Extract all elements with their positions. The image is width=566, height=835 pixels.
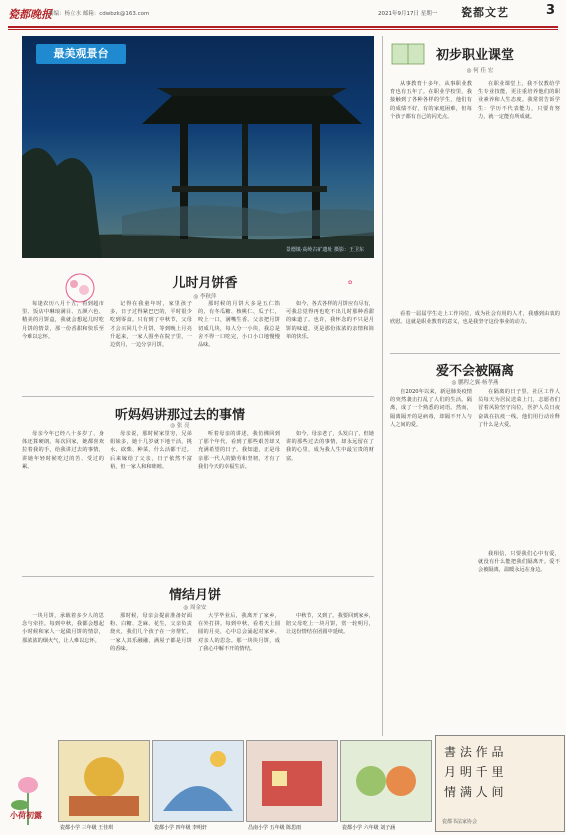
article-column: 从事教育十多年，从事职业教育也有五年了。在职业学校里，我接触到了各种各样的学生，他们有的成绩不好，有的家庭困难，但每个孩子都有自己的闪光点。 bbox=[390, 81, 472, 120]
masthead bbox=[0, 0, 566, 34]
article-title: 初步职业课堂 bbox=[435, 48, 514, 63]
child-painting bbox=[340, 740, 432, 822]
article-column: 那时候，母亲会提前准备好面粉、白糖、芝麻、花生，父亲负责烧火，我们几个孩子在一旁帮忙，一家人其乐融融，满屋子都是月饼的香味。 bbox=[110, 613, 192, 652]
painting-caption: 昌南小学 五年级 陈思雨 bbox=[248, 825, 302, 831]
article-column: 如今，母亲老了，头发白了，但她讲的那些过去的事情，却永远留在了我的心里，成为我人生中最宝贵的财富。 bbox=[286, 431, 374, 462]
paper-name: 瓷都晚报 bbox=[8, 8, 52, 21]
article-column: 大学毕业后，我离开了家乡，在外打拼。每到中秋，看着天上圆圆的月亮，心中总会涌起对家乡、对亲人的思念。那一块块月饼，成了我心中解不开的情结。 bbox=[198, 613, 280, 652]
article-column: 我相信，只要我们心中有爱，就没有什么能把我们隔离开。爱不会被隔离，温暖永远在身边。 bbox=[478, 551, 560, 574]
article-column: 看着一届届学生走上工作岗位，成为社会有用的人才，我感到由衷的欣慰。这就是职业教育的意义，也是我坚守这份事业的动力。 bbox=[390, 311, 560, 326]
article-title: 情结月饼 bbox=[168, 588, 221, 603]
corner-lotus bbox=[8, 750, 48, 830]
article-column: 记得在我童年时，家里孩子多，日子过得紧巴巴的，平时很少吃到零食。只有到了中秋节，父母才会买回几个月饼，等到晚上月亮升起来，一家人围坐在院子里，一边赏月，一边分享月饼。 bbox=[110, 301, 192, 349]
article-column: 听着母亲的讲述，我仿佛回到了那个年代，看到了那些艰苦却又充满希望的日子。我知道，正是母亲那一代人的勤劳和坚韧，才有了我们今天的幸福生活。 bbox=[198, 431, 280, 470]
painting-caption: 瓷都小学 四年级 李明轩 bbox=[154, 825, 208, 831]
issue-date: 2021年9月17日 星期一 bbox=[378, 11, 438, 17]
article-column: 在隔离的日子里，社区工作人员每天为居民送菜上门，志愿者们冒着风险坚守岗位，医护人员日夜奋战在抗疫一线。他们用行动诠释了什么是大爱。 bbox=[478, 389, 560, 428]
article-column: 每逢农历八月十五，看到超市里、饭店中琳琅满目、五颜六色、精美的月饼盒，我就会想起儿时吃月饼的情景，那一份香甜和快乐至今难以忘怀。 bbox=[22, 301, 104, 340]
divider bbox=[22, 396, 374, 397]
corner-title: 小荷初露 bbox=[10, 811, 42, 820]
photo-caption: 景德镇·高岭古矿遗址 摄影：王卫东 bbox=[285, 247, 364, 253]
child-painting bbox=[152, 740, 244, 822]
article-column: 中秋节，又到了。我要回到家乡，陪父母吃上一块月饼，赏一轮明月，让这份情结在团圆中延续。 bbox=[286, 613, 374, 636]
svg-text:情 满 人 间: 情 满 人 间 bbox=[444, 785, 504, 799]
calligraphy-artwork bbox=[435, 735, 565, 832]
painting-caption: 瓷都小学 三年级 王佳琪 bbox=[60, 825, 114, 831]
article-column: 一块月饼，承载着多少人的思念与牵挂。每到中秋，我都会想起小时候和家人一起做月饼的情景，那浓浓的烟火气，让人难以忘怀。 bbox=[22, 613, 104, 644]
painting-caption: 瓷都小学 六年级 刘子涵 bbox=[342, 825, 396, 831]
child-painting bbox=[58, 740, 150, 822]
article-column: 母亲今年已经八十多岁了，身体还算硬朗。每次回家，她都喜欢拉着我的手，给我讲过去的事情，讲她年轻时候吃过的苦、受过的累。 bbox=[22, 431, 104, 470]
article-column: 在职业课堂上，我不仅教给学生专业技能，更注重培养他们的职业素养和人生态度。我常常告诉学生：学历不代表能力，只要肯努力，就一定能有所成就。 bbox=[478, 81, 560, 120]
child-painting bbox=[246, 740, 338, 822]
header-rule bbox=[8, 26, 558, 28]
calligraphy-credit: 瓷都书法家协会 bbox=[442, 819, 478, 825]
article-title: 爱不会被隔离 bbox=[435, 364, 514, 379]
column-divider bbox=[382, 36, 383, 736]
svg-text:月 明 千 里: 月 明 千 里 bbox=[444, 765, 504, 779]
page-number: 3 bbox=[546, 3, 556, 18]
pavilion-silhouette bbox=[22, 36, 374, 258]
photo-tag: 最美观景台 bbox=[36, 44, 126, 64]
article-byline: ◎ 李秋萍 bbox=[193, 294, 217, 300]
article-byline: ◎ 周金安 bbox=[183, 605, 207, 611]
festival-badge-icon: ✿ bbox=[347, 280, 353, 286]
article-column: 那时候的月饼大多是五仁馅的，有冬瓜糖、核桃仁、瓜子仁，咬上一口，满嘴生香。父亲把月饼切成几块，每人分一小块，我总是舍不得一口吃完，小口小口地慢慢品味。 bbox=[198, 301, 280, 349]
article-column: 如今，各式各样的月饼应有尽有，可我总觉得再也吃不出儿时那种香甜的味道了。也许，我怀念的不只是月饼的味道，更是那份浓浓的亲情和简单的快乐。 bbox=[286, 301, 374, 340]
section-name: 瓷都文艺 bbox=[461, 6, 509, 19]
article-byline: ◎ 张 亮 bbox=[170, 423, 190, 429]
article-byline: ◎ 鹏程之翼·杨孝燕 bbox=[451, 380, 499, 386]
divider bbox=[22, 576, 374, 577]
article-byline: ◎ 何 佳 宏 bbox=[466, 68, 494, 74]
article-column: 母亲说，那时候家里穷，兄弟姐妹多，她十几岁就下地干活，挑水、砍柴、种菜，什么活都干过。后来嫁给了父亲，日子依然不富裕，但一家人和和睦睦。 bbox=[110, 431, 192, 470]
article-title: 听妈妈讲那过去的事情 bbox=[114, 408, 245, 423]
divider bbox=[390, 353, 560, 354]
header-rule-thin bbox=[8, 29, 558, 30]
editor-info: 责编：杨立水 邮箱：cdwbzk@163.com bbox=[48, 11, 150, 17]
feature-photo bbox=[22, 36, 374, 258]
article-column: 自2020年以来，新冠肺炎疫情的突然袭击打乱了人们的生活。隔离，成了一个熟悉的词语。然而，隔离隔开的是病毒，却隔不开人与人之间的爱。 bbox=[390, 389, 472, 428]
svg-text:書 法 作 品: 書 法 作 品 bbox=[444, 745, 504, 759]
article-title: 儿时月饼香 bbox=[172, 276, 238, 291]
